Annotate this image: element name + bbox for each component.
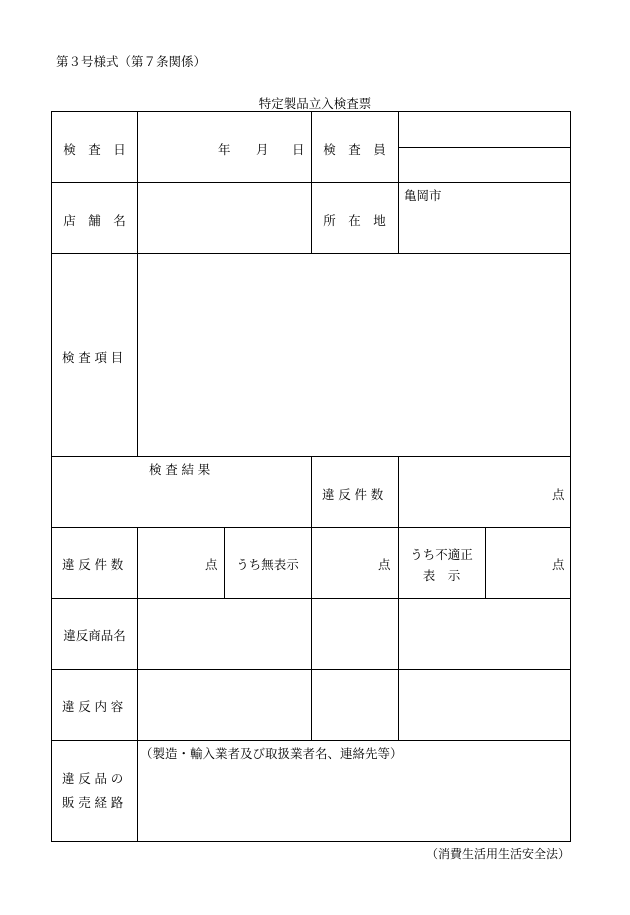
unit-b: 点 — [378, 557, 391, 572]
violation-count-label: 違反件数 — [321, 487, 387, 502]
violating-product-label: 違反商品名 — [63, 628, 126, 643]
row-line — [52, 253, 571, 254]
sales-route-label-line1: 違反品の — [61, 771, 127, 786]
improper-label-line2: 表 示 — [422, 568, 461, 583]
legal-reference: （消費生活用生活安全法） — [425, 847, 570, 861]
col-line — [398, 456, 399, 740]
violation-unit: 点 — [552, 487, 565, 502]
location-value: 亀岡市 — [404, 188, 442, 203]
col-line — [137, 112, 138, 456]
unit-c: 点 — [552, 557, 565, 572]
form-title: 特定製品立入検査票 — [258, 96, 372, 111]
row-line — [398, 147, 571, 148]
no-label-label: うち無表示 — [236, 557, 299, 572]
row-line — [52, 740, 571, 741]
store-name-label: 店 舗 名 — [63, 213, 126, 228]
unit-a: 点 — [205, 557, 218, 572]
sales-route-note: （製造・輸入業者及び取扱業者名、連絡先等） — [140, 746, 403, 761]
col-line — [485, 527, 486, 598]
sales-route-label-line2: 販売経路 — [61, 795, 127, 810]
date-month: 月 — [256, 142, 269, 157]
form-number: 第３号様式（第７条関係） — [56, 54, 207, 69]
date-year: 年 — [218, 142, 231, 157]
col-line — [398, 112, 399, 253]
inspection-form-table — [51, 111, 571, 842]
col-line — [137, 527, 138, 842]
col-line — [311, 112, 312, 253]
inspection-items-label: 検査項目 — [61, 350, 127, 365]
violation-count-label-2: 違反件数 — [61, 557, 127, 572]
inspection-result-label: 検査結果 — [148, 462, 214, 477]
inspector-label: 検 査 員 — [323, 142, 386, 157]
inspection-date-label: 検 査 日 — [63, 142, 126, 157]
improper-label-line1: うち不適正 — [410, 547, 473, 562]
location-label: 所 在 地 — [323, 213, 386, 228]
violation-content-label: 違反内容 — [61, 699, 127, 714]
date-day: 日 — [292, 142, 305, 157]
